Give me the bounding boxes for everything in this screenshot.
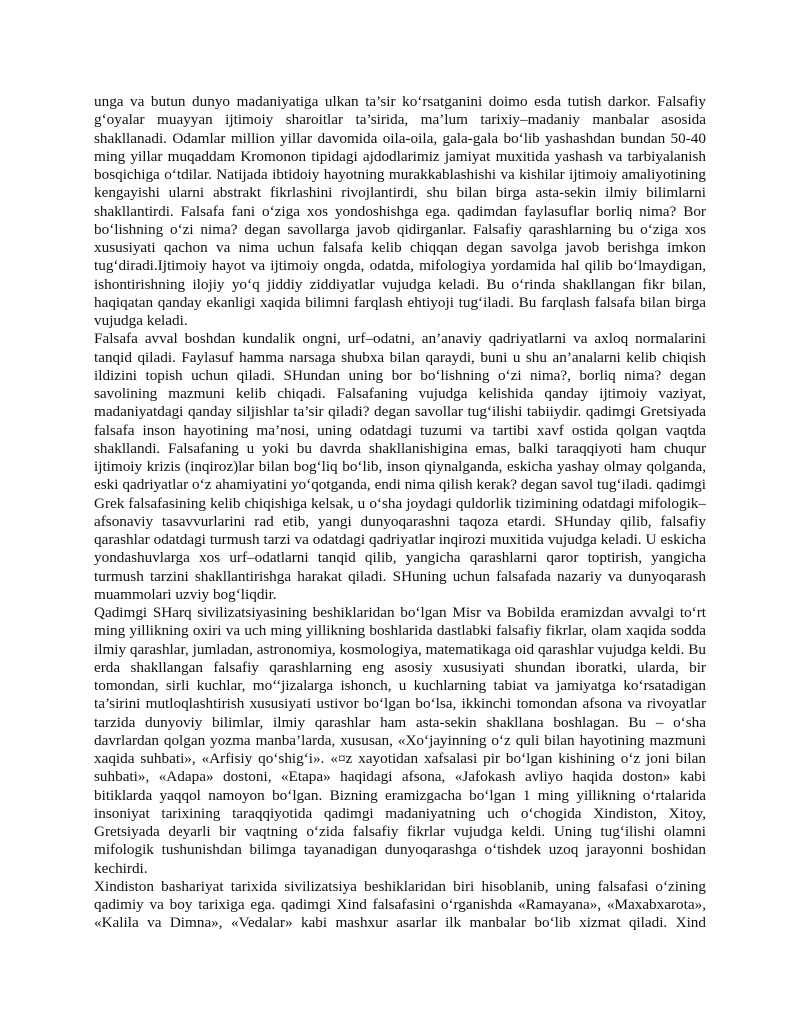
paragraph-4: Xindiston bashariyat tarixida sivilizatsiya beshiklaridan biri hisoblanib, uning falsafasi o‘zining qadimiy va boy tarixiga ega. qadimgi Xind falsafasini o‘rganishda «Ramayana», «Maxabxarota», «Kalila va Dimna», «Vedalar» kabi mashxur asarlar ilk manbalar bo‘lib xizmat qiladi. Xind <box>94 877 706 932</box>
paragraph-3: Qadimgi SHarq sivilizatsiyasining beshiklaridan bo‘lgan Misr va Bobilda eramizdan avvalgi to‘rt ming yillikning oxiri va uch ming yillikning boshlarida dastlabki falsafiy fikrlar, olam xaqida sodda ilmiy qarashlar, jumladan, astronomiya, kosmologiya, matematikaga oid qarashlar vujudga keldi. Bu erda shakllangan falsafiy qarashlarning eng asosiy xususiyati shundan iboratki, ularda, bir tomondan, sirli kuchlar, mo‘‘jizalarga ishonch, u kuchlarning tabiat va jamiyatga ko‘rsatadigan ta’sirini mutloqlashtirish xususiyati ustivor bo‘lgan bo‘lsa, ikkinchi tomondan afsona va rivoyatlar tarzida dunyoviy bilimlar, ilmiy qarashlar ham asta-sekin shakllana boshlagan. Bu – o‘sha davrlardan qolgan yozma manba’larda, xususan, «Xo‘jayinning o‘z quli bilan hayotining mazmuni xaqida suhbati», «Arfisiy qo‘shig‘i». «¤z xayotidan xafsalasi pir bo‘lgan kishining o‘z joni bilan suhbati», «Adapa» dostoni, «Etapa» haqidagi afsona, «Jafokash avliyo haqida doston» kabi bitiklarda yaqqol namoyon bo‘lgan. Bizning eramizgacha bo‘lgan 1 ming yillikning o‘rtalarida insoniyat tarixining taraqqiyotida qadimgi madaniyatning uch o‘chogida Xindiston, Xitoy, Gretsiyada deyarli bir vaqtning o‘zida falsafiy fikrlar vujudga keldi. Uning tug‘ilishi olamni mifologik tushunishdan bilimga tayanadigan dunyoqarashga o‘tishdek uzoq jarayonni boshidan kechirdi. <box>94 604 706 877</box>
paragraph-1: unga va butun dunyo madaniyatiga ulkan ta’sir ko‘rsatganini doimo esda tutish darkor. Falsafiy g‘oyalar muayyan ijtimoiy sharoitlar ta’sirida, ma’lum tarixiy–madaniy manbalar asosida shakllanadi. Odamlar million yillar davomida oila-oila, gala-gala bo‘lib yashashdan bundan 50-40 ming yillar muqaddam Kromonon tipidagi ajdodlarimiz jamiyat muxitida yashash va tarbiyalanish bosqichiga o‘tdilar. Natijada ibtidoiy hayotning murakkablashishi va kishilar ijtimoiy amaliyotining kengayishi ularni abstrakt fikrlashini rivojlantirdi, shu bilan birga asta-sekin ilmiy bilimlarni shakllantirdi. Falsafa fani o‘ziga xos yondoshishga ega. qadimdan faylasuflar borliq nima? Bor bo‘lishning o‘zi nima? degan savollarga javob qidirganlar. Falsafiy qarashlarning bu o‘ziga xos xususiyati qachon va nima uchun falsafa kelib chiqqan degan savolga javob berishga imkon tug‘diradi.Ijtimoiy hayot va ijtimoiy ongda, odatda, mifologiya yordamida hal qilib bo‘lmaydigan, ishontirishning ilojiy yo‘q jiddiy ziddiyatlar vujudga keladi. Bu o‘rinda shakllangan fikr bilan, haqiqatan qanday ekanligi xaqida bilimni farqlash ehtiyoji tug‘iladi. Bu farqlash falsafa bilan birga vujudga keladi. <box>94 93 706 329</box>
paragraph-2: Falsafa avval boshdan kundalik ongni, urf–odatni, an’anaviy qadriyatlarni va axloq normalarini tanqid qiladi. Faylasuf hamma narsaga shubxa bilan qaraydi, buni u shu an’analarni kelib chiqish ildizini topish uchun qiladi. SHundan uning bor bo‘lishning o‘zi nima?, borliq nima? degan savolining mazmuni kelib chiqadi. Falsafaning vujudga kelishida qanday ijtimoiy vaziyat, madaniyatdagi qanday siljishlar ta’sir qiladi? degan savollar tug‘ilishi tabiiydir. qadimgi Gretsiyada falsafa inson hayotining ma’nosi, uning odatdagi tuzumi va tartibi xavf ostida qolgan vaqtda shakllandi. Falsafaning u yoki bu davrda shakllanishigina emas, balki taraqqiyoti ham chuqur ijtimoiy krizis (inqiroz)lar bilan bog‘liq bo‘lib, inson qiynalganda, eskicha yashay olmay qolganda, eski qadriyatlar o‘z ahamiyatini yo‘qotganda, endi nima qilish kerak? degan savol tug‘iladi. qadimgi Grek falsafasining kelib chiqishiga kelsak, u o‘sha joydagi quldorlik tizimining odatdagi mifologik–afsonaviy tasavvurlarini rad etib, yangi dunyoqarashni taqoza etardi. SHunday qilib, falsafiy qarashlar odatdagi turmush tarzi va odatdagi qadriyatlar inqirozi muxitida vujudga keladi. U eskicha yondashuvlarga xos urf–odatlarni tanqid qilib, yangicha qarashlarni qaror toptirish, yangicha turmush tarzini shakllantirishga harakat qiladi. SHuning uchun falsafada nazariy va dunyoqarash muammolari uzviy bog‘liqdir. <box>94 330 706 603</box>
document-page <box>94 93 706 933</box>
